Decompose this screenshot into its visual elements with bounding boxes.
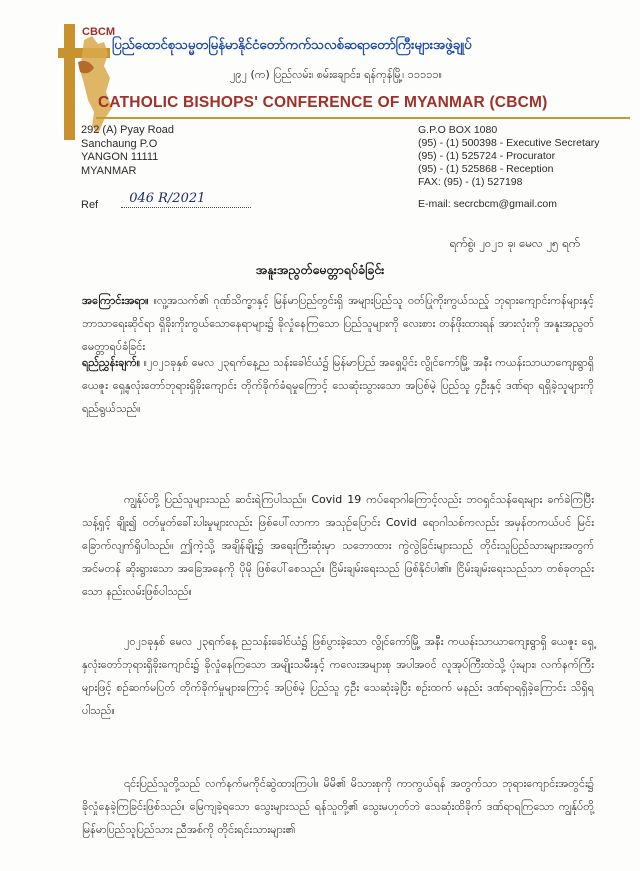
address-line: Sanchaung P.O [81,137,158,150]
letter-date: ရက်စွဲ၊ ၂၀၂၁ ခု၊ မေလ ၂၅ ရက် [449,236,580,250]
organization-address-myanmar: ၂၉၂ (က) ပြည်လမ်း၊ စမ်းချောင်း၊ ရန်ကုန်မြို့၊ ၁၁၁၁၁။ [230,68,442,81]
contact-numbers [418,124,600,189]
email-address: E-mail: secrcbcm@gmail.com [418,198,558,210]
reference-label: ရည်ညွှန်းချက်။ [82,356,141,369]
subject-label: အကြောင်းအရာ။ [82,294,149,307]
address-line: YANGON 11111 [81,151,159,163]
ref-dotted-line [121,191,251,208]
letter-title: အနူးအညွတ်မေတ္တာရပ်ခံခြင်း [255,262,385,277]
address-line: 292 (A) Pyay Road [81,124,174,136]
reference-number [81,191,251,211]
ref-label: Ref [81,199,99,211]
body-paragraph: ၂၀၂၁ခုနှစ် မေလ ၂၃ရက်နေ့ ညသန်းခေါင်ယံ၌ ဖြစ်ပွားခဲ့သော လွိုင်ကော်မြို့ အနီး ကယန်းသာယာကျေးရွာရှိ ယေဇူး ရှေ့နှလုံးတော်ဘုရားရှိခိုးကျောင်း၌ ခိုလှုံနေကြသော အမျိုးသမီးနှင့် ကလေးအများစု အပါအဝင် လူအုပ်ကြီးထဲသို့ ပုံးများ၊ လက်နက်ကြီးများဖြင့် စဉ်ဆက်မပြတ် တိုက်ခိုက်မှုများကြောင့် အပြစ်မဲ့ ပြည်သူ ၄ဦး သေဆုံးခဲ့ပြီး စဉ်းထက် မနည်း ဒဏ်ရာရရှိခဲ့ကြောင်း သိရှိရပါသည်။ [82,635,594,717]
postal-address [81,124,174,178]
organization-name-english: CATHOLIC BISHOPS' CONFERENCE OF MYANMAR (CBCM) [98,94,548,111]
reference-text: ။၂၀၂၁ခုနှစ် မေလ ၂၃ရက်နေ့ည သန်းခေါင်ယံ၌ မြန်မာပြည် အရှေ့ပိုင်း လွိုင်ကော်မြို့ အနီး ကယန်းသာယာကျေးရွာရှိ ယေဇူး ရှေ့နှလုံးတော်ဘုရားရှိခိုးကျောင်း တိုက်ခိုက်ခံရမှုကြောင့် သေဆုံးသွားသော အပြစ်မဲ့ ပြည်သူ ၄ဦးနှင့် ဒဏ်ရာ ရရှိခဲ့သူများကို ရည်ရွယ်သည်။ [82,356,594,415]
subject-paragraph [82,289,594,358]
phone-procurator: (95) - (1) 525724 - Procurator [418,150,556,162]
svg-text:CBCM: CBCM [82,26,115,38]
reference-paragraph [82,351,594,420]
organization-name-myanmar: ပြည်ထောင်စုသမ္မတမြန်မာနိုင်ငံတော်ကက်သလစ်ဆရာတော်ကြီးများအဖွဲ့ချုပ် [112,37,472,53]
body-paragraph: ၎င်းပြည်သူတို့သည် လက်နက်မကိုင်ဆွဲထားကြပါ။ မိမိ၏ မိသားစုကို ကာကွယ်ရန် အတွက်သာ ဘုရားကျောင်းအတွင်း၌ ခိုလှုံနေခဲ့ကြခြင်းဖြစ်သည်။ မြေကျခဲ့ရသော သွေးများသည် ရန်သူတို့၏ သွေးမဟုတ်ဘဲ သေဆုံးထိခိုက် ဒဏ်ရာရကြသော ကျွန်ုပ်တို့ မြန်မာပြည်သူပြည်သား ညီအစ်ကို တိုင်းရင်းသားများ၏ [82,777,594,836]
fax-number: FAX: (95) - (1) 527198 [418,176,523,188]
po-box: G.P.O BOX 1080 [418,124,498,136]
ref-handwritten-value: 046 R/2021 [129,191,206,206]
phone-executive-secretary: (95) - (1) 500398 - Executive Secretary [418,137,600,149]
subject-text: ။လူ့အသက်၏ ဂုဏ်သိက္ခာနှင့် မြန်မာပြည်တွင်းရှိ အများပြည်သူ ဝတ်ပြုကိုးကွယ်သည့် ဘုရားကျောင်းကန်များနှင့် ဘာသာရေးဆိုင်ရာ ရှိခိုးကိုးကွယ်သောနေရာများ၌ ခိုလှုံနေကြသော ပြည်သူများကို လေးစား တန်ဖိုးထားရန် အားလုံးကို အနူးအညွတ် မေတ္တာရပ်ခံခြင်း [82,294,594,353]
phone-reception: (95) - (1) 525868 - Reception [418,163,554,175]
address-line: MYANMAR [81,164,137,177]
letterhead-divider [96,117,630,119]
body-paragraph: ကျွန်ုပ်တို့ ပြည်သူများသည် ဆင်းရဲကြပါသည်။ Covid 19 ကပ်ရောဂါကြောင့်လည်း ဘဝရှင်သန်ရေးများ ခက်ခဲကြပြီး သန့်ရှင့် ချိုး၍ ဝတ်မှုတ်ခေါ်းပါးမှုများလည်း ဖြစ်ပေါ်လာကာ အသုဉ်ပြောင်း Covid ရောဂါသစ်ကလည်း အမှန်တကယ်ပင် မြင်းခြောက်လျက်ရှိပါသည်။ ဤကဲ့သို့ အချိန်ချိုး၌ အရေးကြီးဆုံးမှာ သဘောထား ကွဲလွဲခြင်းများသည် တိုင်းသူပြည်သားများအတွက် အင်မတန် ဆိုးရွားသော အခြေအနေကို ပိုမို ဖြစ်ပေါ်စေသည်။ ငြိမ်းချမ်းရေးသည် ဖြစ်နိုင်ပါ၏။ ငြိမ်းချမ်းရေးသည်သာ တစ်ခုတည်းသော နည်းလမ်းဖြစ်ပါသည်။ [82,493,594,598]
